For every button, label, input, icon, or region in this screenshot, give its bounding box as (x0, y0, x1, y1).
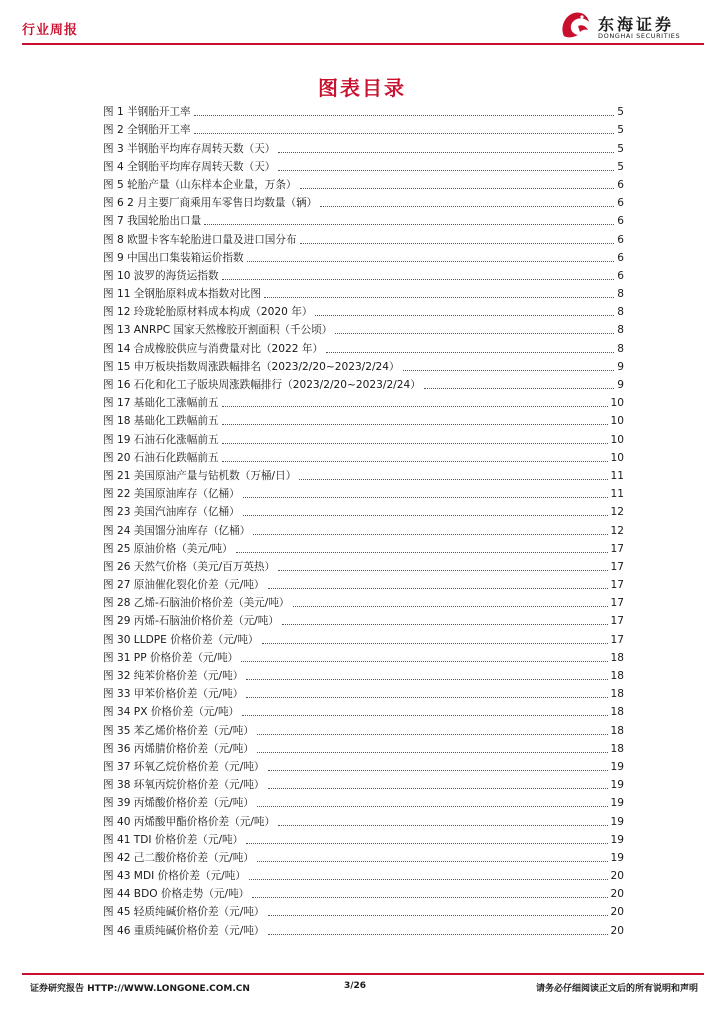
toc-dot-leader (194, 114, 615, 116)
toc-dot-leader (243, 514, 608, 516)
toc-entry-label: 图 40 丙烯酸甲酯价格价差（元/吨） (103, 815, 276, 828)
toc-entry-label: 图 10 波罗的海货运指数 (103, 269, 219, 282)
toc-entry[interactable] (103, 829, 624, 847)
toc-entry[interactable] (103, 210, 624, 228)
toc-entry-page: 17 (610, 542, 624, 555)
toc-entry[interactable] (103, 774, 624, 792)
toc-entry-page: 20 (610, 888, 624, 901)
toc-dot-leader (257, 733, 608, 735)
toc-entry-label: 图 11 全钢胎原料成本指数对比图 (103, 288, 261, 301)
header-divider (22, 43, 704, 45)
page-title: 图表目录 (318, 76, 406, 100)
toc-dot-leader (253, 533, 607, 535)
toc-entry[interactable] (103, 647, 624, 665)
toc-entry[interactable] (103, 519, 624, 537)
toc-entry-page: 18 (610, 742, 624, 755)
toc-entry-label: 图 14 合成橡胶供应与消费量对比（2022 年） (103, 342, 324, 355)
toc-entry[interactable] (103, 465, 624, 483)
toc-dot-leader (278, 569, 607, 571)
toc-entry-page: 19 (610, 851, 624, 864)
footer-website: 证券研究报告 HTTP://WWW.LONGONE.COM.CN (30, 984, 250, 994)
toc-dot-leader (282, 623, 608, 625)
toc-dot-leader (268, 769, 608, 771)
toc-entry-label: 图 12 玲珑轮胎原材料成本构成（2020 年） (103, 306, 313, 319)
toc-dot-leader (264, 296, 614, 298)
toc-dot-leader (252, 896, 607, 898)
toc-dot-leader (243, 496, 608, 498)
toc-entry-label: 图 17 基础化工涨幅前五 (103, 397, 219, 410)
toc-dot-leader (222, 405, 608, 407)
toc-entry-label: 图 26 天然气价格（美元/百万英热） (103, 560, 276, 573)
logo-english-name: DONGHAI SECURITIES (598, 32, 681, 40)
toc-entry-page: 17 (610, 579, 624, 592)
toc-entry-label: 图 15 申万板块指数周涨跌幅排名（2023/2/20~2023/2/24） (103, 360, 400, 373)
toc-entry-page: 6 (617, 269, 624, 282)
toc-dot-leader (257, 751, 608, 753)
toc-entry-page: 8 (617, 288, 624, 301)
toc-entry-label: 图 27 原油催化裂化价差（元/吨） (103, 579, 265, 592)
footer-disclaimer: 请务必仔细阅读正文后的所有说明和声明 (535, 984, 698, 994)
toc-entry-page: 6 (617, 178, 624, 191)
toc-entry[interactable] (103, 283, 624, 301)
toc-entry-label: 图 4 全钢胎平均库存周转天数（天） (103, 160, 276, 173)
toc-dot-leader (300, 187, 615, 189)
toc-entry-label: 图 35 苯乙烯价格价差（元/吨） (103, 724, 254, 737)
toc-dot-leader (315, 314, 614, 316)
toc-entry-label: 图 21 美国原油产量与钻机数（万桶/日） (103, 469, 297, 482)
toc-entry-label: 图 6 2 月主要厂商乘用车零售日均数量（辆） (103, 197, 318, 210)
toc-dot-leader (424, 387, 614, 389)
toc-entry[interactable] (103, 883, 624, 901)
toc-entry[interactable] (103, 156, 624, 174)
toc-entry-page: 17 (610, 560, 624, 573)
toc-entry-label: 图 20 石油石化跌幅前五 (103, 451, 219, 464)
toc-dot-leader (268, 914, 608, 916)
toc-dot-leader (257, 805, 608, 807)
toc-entry-page: 20 (610, 870, 624, 883)
toc-entry[interactable] (103, 665, 624, 683)
toc-dot-leader (268, 933, 608, 935)
toc-dot-leader (241, 660, 607, 662)
toc-entry[interactable] (103, 392, 624, 410)
toc-entry-label: 图 5 轮胎产量（山东样本企业量，万条） (103, 178, 297, 191)
toc-entry-label: 图 30 LLDPE 价格价差（元/吨） (103, 633, 259, 646)
toc-entry-label: 图 46 重质纯碱价格价差（元/吨） (103, 924, 265, 937)
toc-dot-leader (246, 678, 607, 680)
toc-entry-page: 10 (610, 433, 624, 446)
toc-dot-leader (299, 478, 607, 480)
toc-dot-leader (204, 223, 614, 225)
toc-entry[interactable] (103, 865, 624, 883)
toc-entry-page: 20 (610, 906, 624, 919)
toc-entry-page: 18 (610, 651, 624, 664)
toc-entry-label: 图 31 PP 价格价差（元/吨） (103, 651, 239, 664)
toc-entry-page: 18 (610, 706, 624, 719)
toc-entry-label: 图 22 美国原油库存（亿桶） (103, 488, 240, 501)
toc-entry[interactable] (103, 683, 624, 701)
toc-entry-label: 图 25 原油价格（美元/吨） (103, 542, 233, 555)
toc-dot-leader (257, 860, 608, 862)
toc-entry-page: 17 (610, 597, 624, 610)
toc-entry-page: 8 (617, 324, 624, 337)
toc-entry-label: 图 33 甲苯价格价差（元/吨） (103, 688, 244, 701)
toc-entry-label: 图 7 我国轮胎出口量 (103, 215, 202, 228)
toc-dot-leader (249, 878, 608, 880)
toc-entry[interactable] (103, 137, 624, 155)
toc-entry[interactable] (103, 410, 624, 428)
toc-entry[interactable] (103, 301, 624, 319)
toc-entry-label: 图 38 环氧丙烷价格价差（元/吨） (103, 779, 265, 792)
page-number: 3/26 (344, 981, 367, 991)
toc-entry-page: 9 (617, 379, 624, 391)
toc-entry-page: 10 (610, 397, 624, 410)
toc-entry-page: 19 (610, 815, 624, 828)
logo-chinese-name: 东海证券 (598, 15, 675, 34)
toc-entry[interactable] (103, 538, 624, 556)
page-header (0, 0, 724, 50)
toc-entry-page: 11 (610, 469, 624, 482)
toc-entry-page: 6 (617, 197, 624, 210)
toc-entry[interactable] (103, 919, 624, 937)
toc-entry[interactable] (103, 847, 624, 865)
toc-entry-label: 图 16 石化和化工子版块周涨跌幅排行（2023/2/20~2023/2/24） (103, 379, 421, 391)
toc-dot-leader (222, 460, 608, 462)
toc-entry-page: 20 (610, 924, 624, 937)
toc-entry-page: 19 (610, 760, 624, 773)
toc-dot-leader (222, 278, 615, 280)
toc-entry-page: 5 (617, 160, 624, 173)
toc-entry-page: 6 (617, 251, 624, 264)
toc-entry-label: 图 24 美国馏分油库存（亿桶） (103, 524, 251, 537)
toc-dot-leader (262, 642, 608, 644)
toc-entry-label: 图 39 丙烯酸价格价差（元/吨） (103, 797, 254, 810)
toc-entry[interactable] (103, 719, 624, 737)
toc-entry-label: 图 44 BDO 价格走势（元/吨） (103, 888, 250, 901)
toc-entry[interactable] (103, 610, 624, 628)
toc-entry-label: 图 28 乙烯-石脑油价格价差（美元/吨） (103, 597, 290, 610)
toc-entry-label: 图 18 基础化工跌幅前五 (103, 415, 219, 428)
toc-dot-leader (242, 714, 607, 716)
toc-entry[interactable] (103, 247, 624, 265)
toc-entry-label: 图 29 丙烯-石脑油价格价差（元/吨） (103, 615, 279, 628)
toc-entry[interactable] (103, 337, 624, 355)
toc-entry[interactable] (103, 447, 624, 465)
toc-dot-leader (293, 605, 608, 607)
toc-entry[interactable] (103, 628, 624, 646)
toc-entry-page: 12 (610, 524, 624, 537)
company-logo (558, 8, 708, 42)
toc-entry[interactable] (103, 428, 624, 446)
toc-entry-page: 12 (610, 506, 624, 519)
toc-entry-page: 11 (610, 488, 624, 501)
toc-entry-label: 图 23 美国汽油库存（亿桶） (103, 506, 240, 519)
toc-entry-page: 8 (617, 342, 624, 355)
toc-entry[interactable] (103, 483, 624, 501)
toc-entry-label: 图 43 MDI 价格价差（元/吨） (103, 870, 246, 883)
toc-dot-leader (194, 132, 615, 134)
toc-entry-page: 10 (610, 415, 624, 428)
toc-entry[interactable] (103, 556, 624, 574)
toc-entry[interactable] (103, 356, 624, 374)
toc-entry[interactable] (103, 374, 624, 392)
toc-dot-leader (403, 369, 615, 371)
toc-entry-page: 18 (610, 688, 624, 701)
toc-entry-label: 图 2 全钢胎开工率 (103, 124, 191, 137)
toc-entry-page: 10 (610, 451, 624, 464)
toc-dot-leader (335, 332, 614, 334)
toc-entry-label: 图 34 PX 价格价差（元/吨） (103, 706, 240, 719)
toc-entry-label: 图 1 半钢胎开工率 (103, 106, 191, 119)
toc-dot-leader (246, 842, 607, 844)
toc-entry-label: 图 41 TDI 价格价差（元/吨） (103, 833, 244, 846)
toc-entry-page: 19 (610, 779, 624, 792)
toc-entry[interactable] (103, 756, 624, 774)
toc-dot-leader (246, 696, 607, 698)
toc-entry-page: 5 (617, 124, 624, 137)
toc-entry-label: 图 8 欧盟卡客车轮胎进口量及进口国分布 (103, 233, 297, 246)
toc-entry-label: 图 9 中国出口集装箱运价指数 (103, 251, 244, 264)
toc-entry-page: 19 (610, 797, 624, 810)
toc-entry[interactable] (103, 119, 624, 137)
toc-dot-leader (247, 260, 615, 262)
toc-entry-label: 图 32 纯苯价格价差（元/吨） (103, 670, 244, 682)
report-type-tag: 行业周报 (22, 23, 79, 38)
toc-dot-leader (278, 824, 607, 826)
toc-entry[interactable] (103, 192, 624, 210)
toc-dot-leader (268, 787, 608, 789)
dragon-logo-icon (558, 8, 594, 42)
toc-entry[interactable] (103, 265, 624, 283)
figure-list (103, 101, 624, 938)
toc-entry-page: 6 (617, 233, 624, 246)
toc-entry[interactable] (103, 701, 624, 719)
toc-entry-page: 17 (610, 615, 624, 628)
toc-entry-page: 18 (610, 670, 624, 682)
toc-entry-page: 19 (610, 833, 624, 846)
toc-entry-label: 图 37 环氧乙烷价格价差（元/吨） (103, 760, 265, 773)
toc-entry-label: 图 13 ANRPC 国家天然橡胶开割面积（千公顷） (103, 324, 333, 337)
toc-entry[interactable] (103, 738, 624, 756)
toc-entry[interactable] (103, 901, 624, 919)
toc-entry-page: 18 (610, 724, 624, 737)
toc-entry-page: 5 (617, 106, 624, 119)
toc-entry[interactable] (103, 501, 624, 519)
toc-dot-leader (278, 169, 614, 171)
toc-entry[interactable] (103, 792, 624, 810)
toc-entry[interactable] (103, 319, 624, 337)
footer-divider (22, 973, 704, 975)
toc-entry-page: 17 (610, 633, 624, 646)
toc-entry-page: 8 (617, 306, 624, 319)
toc-entry-label: 图 42 己二酸价格价差（元/吨） (103, 851, 254, 864)
toc-entry-page: 6 (617, 215, 624, 228)
toc-entry-label: 图 19 石油石化涨幅前五 (103, 433, 219, 446)
toc-dot-leader (268, 587, 608, 589)
toc-entry-label: 图 3 半钢胎平均库存周转天数（天） (103, 142, 276, 155)
toc-entry[interactable] (103, 574, 624, 592)
toc-entry[interactable] (103, 228, 624, 246)
toc-entry-page: 5 (617, 142, 624, 155)
toc-dot-leader (222, 442, 608, 444)
toc-dot-leader (300, 242, 615, 244)
toc-entry-label: 图 36 丙烯腈价格价差（元/吨） (103, 742, 254, 755)
toc-entry[interactable] (103, 810, 624, 828)
toc-entry[interactable] (103, 101, 624, 119)
toc-dot-leader (236, 551, 608, 553)
toc-dot-leader (320, 205, 614, 207)
toc-dot-leader (278, 151, 614, 153)
toc-dot-leader (326, 351, 614, 353)
toc-entry[interactable] (103, 174, 624, 192)
toc-entry[interactable] (103, 592, 624, 610)
toc-entry-label: 图 45 轻质纯碱价格价差（元/吨） (103, 906, 265, 919)
toc-entry-page: 9 (617, 360, 624, 373)
toc-dot-leader (222, 423, 608, 425)
